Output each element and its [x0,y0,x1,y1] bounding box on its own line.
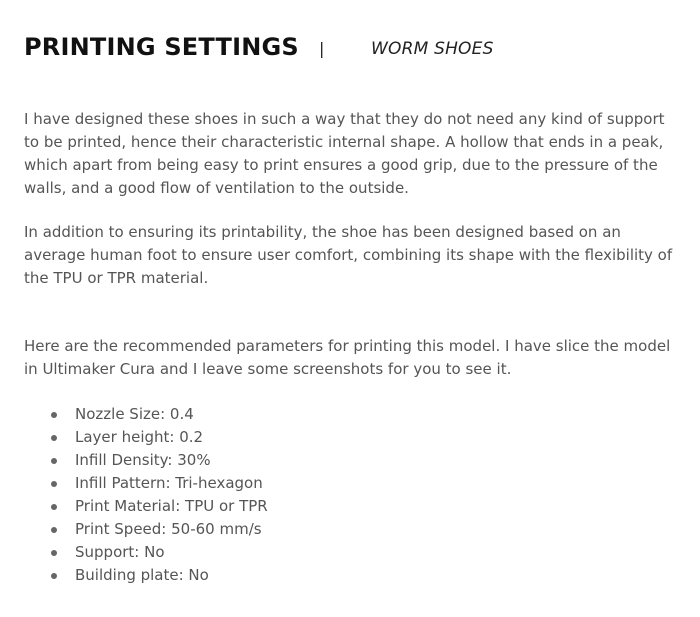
paragraph-printability: In addition to ensuring its printability, the shoe has been designed based on an average human foot to ensure user comfort, combining its shape with the flexibility of the TPU or TPR material. [24,223,673,287]
page-title: PRINTING SETTINGS [24,33,299,61]
list-item-text: Infill Pattern: Tri-hexagon [75,474,263,492]
list-item [24,472,268,495]
bullet-icon [51,550,57,556]
bullet-icon [51,435,57,441]
bullet-icon [51,481,57,487]
print-parameters-list [24,403,268,587]
list-item [24,426,268,449]
bullet-icon [51,458,57,464]
bullet-icon [51,527,57,533]
list-item [24,518,268,541]
list-item-text: Layer height: 0.2 [75,428,204,446]
bullet-icon [51,573,57,579]
page-subtitle: WORM SHOES [371,39,494,59]
title-separator: | [319,39,325,58]
list-item-text: Building plate: No [75,566,209,584]
list-item [24,403,268,426]
list-item-text: Infill Density: 30% [75,451,211,469]
bullet-icon [51,504,57,510]
bullet-icon [51,412,57,418]
paragraph-design: I have designed these shoes in such a way that they do not need any kind of support to be printed, hence their characteristic internal shape. A hollow that ends in a peak, which apart from being easy to print ensures a good grip, due to the pressure of the walls, and a good flow of ventilation to the outside. [24,110,665,197]
list-item-text: Print Material: TPU or TPR [75,497,268,515]
list-item-text: Support: No [75,543,165,561]
list-item [24,564,268,587]
list-item [24,495,268,518]
list-item [24,449,268,472]
list-item-text: Print Speed: 50-60 mm/s [75,520,262,538]
list-item [24,541,268,564]
list-item-text: Nozzle Size: 0.4 [75,405,194,423]
paragraph-parameters-intro: Here are the recommended parameters for printing this model. I have slice the model in Ultimaker Cura and I leave some screenshots for you to see it. [24,337,671,378]
